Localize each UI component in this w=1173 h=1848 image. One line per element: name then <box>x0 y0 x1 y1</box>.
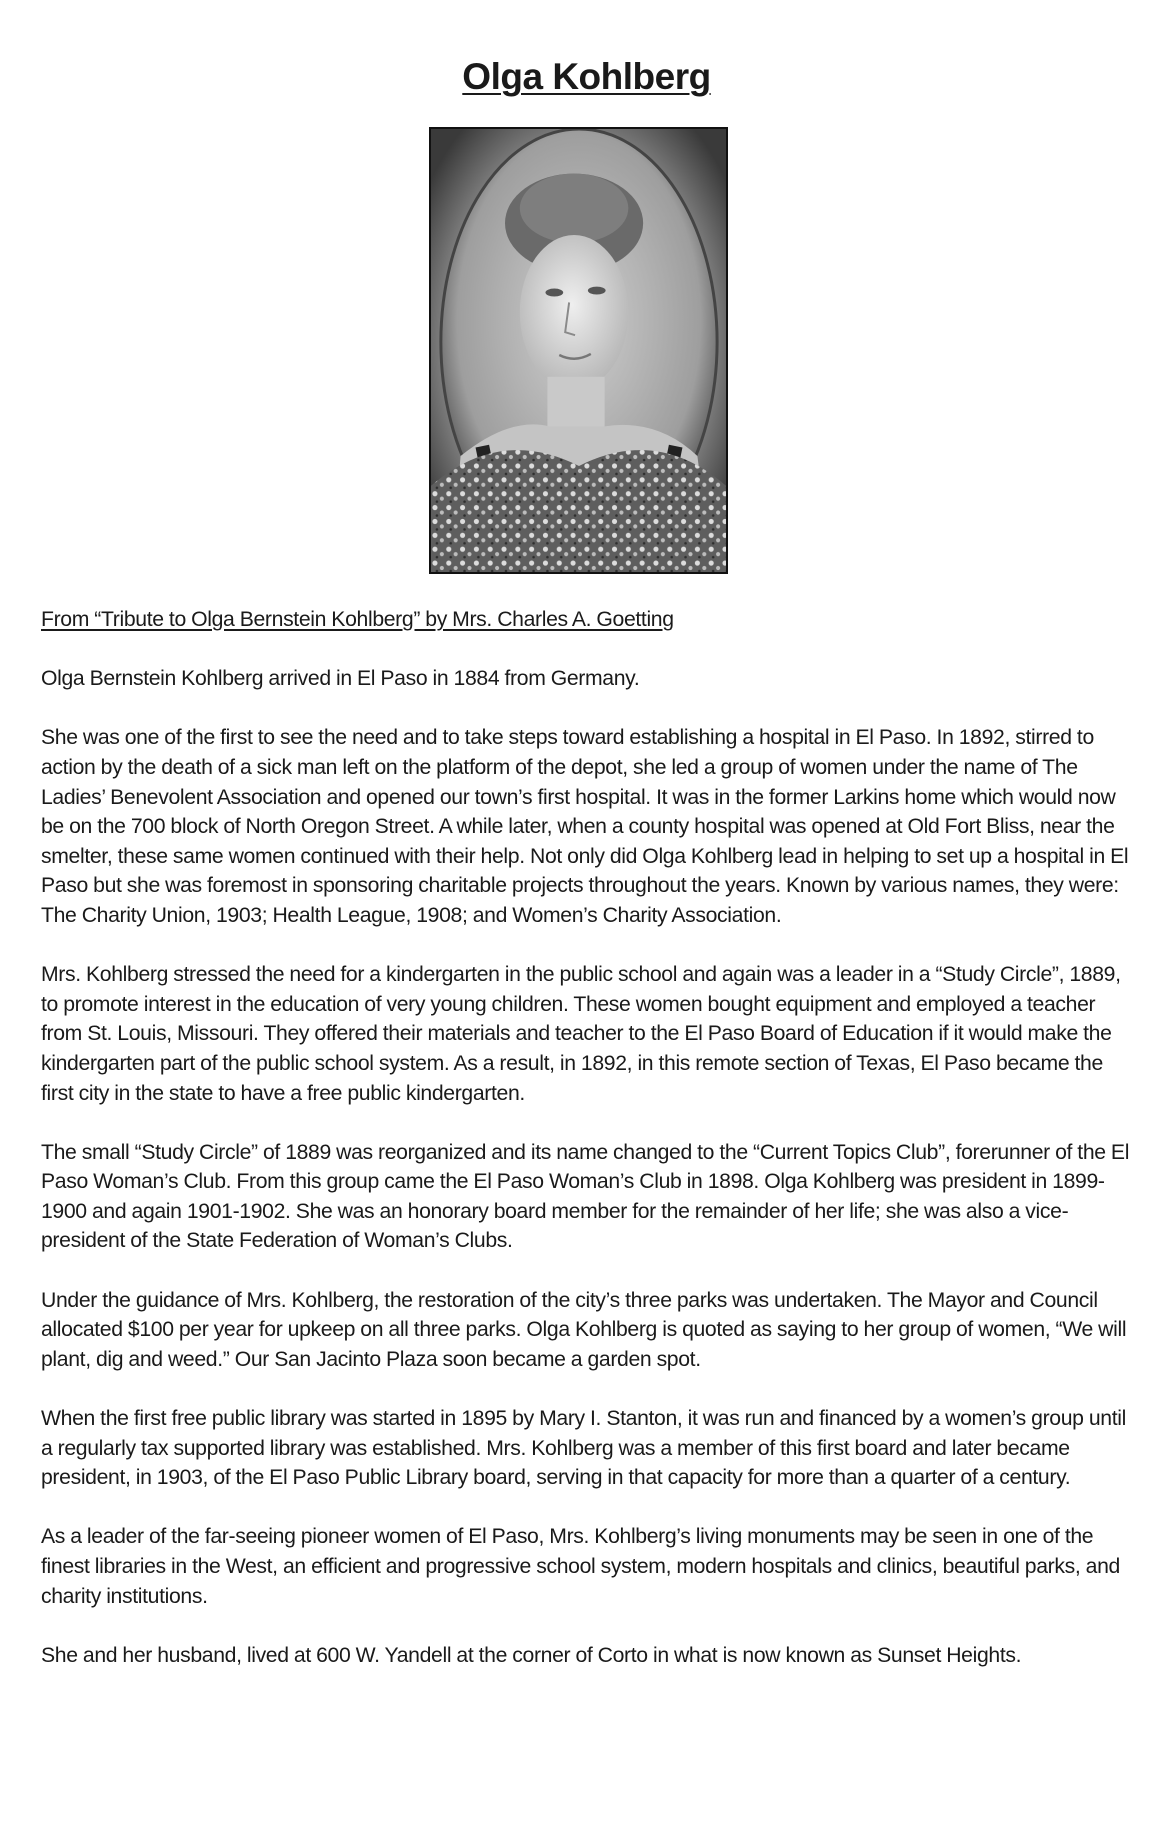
paragraph-kindergarten: Mrs. Kohlberg stressed the need for a kindergarten in the public school and again was a leader in a “Study Circle”, 1889, to promote interest in the education of very young children. These women bought equipment and employed a teacher from St. Louis, Missouri. They offered their materials and teacher to the El Paso Board of Education if it would make the kindergarten part of the public school system. As a result, in 1892, in this remote section of Texas, El Paso became the first city in the state to have a free public kindergarten. <box>41 963 1121 1105</box>
article-body <box>41 605 1136 1700</box>
paragraph-parks: Under the guidance of Mrs. Kohlberg, the restoration of the city’s three parks was undertaken. The Mayor and Council allocated $100 per year for upkeep on all three parks. Olga Kohlberg is quoted as saying to her group of women, “We will plant, dig and weed.” Our San Jacinto Plaza soon became a garden spot. <box>41 1288 1127 1371</box>
page-title: Olga Kohlberg <box>462 56 711 97</box>
paragraph-arrival: Olga Bernstein Kohlberg arrived in El Paso in 1884 from Germany. <box>41 667 640 691</box>
paragraph-library: When the first free public library was started in 1895 by Mary I. Stanton, it was run and financed by a women’s group until a regularly tax supported library was established. Mrs. Kohlberg was a member of this first board and later became president, in 1903, of the El Paso Public Library board, serving in that capacity for more than a quarter of a century. <box>41 1407 1126 1490</box>
portrait-photo <box>429 127 728 574</box>
paragraph-womans-club: The small “Study Circle” of 1889 was reorganized and its name changed to the “Current Topics Club”, forerunner of the El Paso Woman’s Club. From this group came the El Paso Woman’s Club in 1898. Olga Kohlberg was president in 1899-1900 and again 1901-1902. She was an honorary board member for the remainder of her life; she was also a vice-president of the State Federation of Woman’s Clubs. <box>41 1140 1130 1253</box>
paragraph-legacy: As a leader of the far-seeing pioneer women of El Paso, Mrs. Kohlberg’s living monuments may be seen in one of the finest libraries in the West, an efficient and progressive school system, modern hospitals and clinics, beautiful parks, and charity institutions. <box>41 1525 1120 1608</box>
source-citation: From “Tribute to Olga Bernstein Kohlberg” by Mrs. Charles A. Goetting <box>41 608 674 631</box>
paragraph-residence: She and her husband, lived at 600 W. Yandell at the corner of Corto in what is now known as Sunset Heights. <box>41 1643 1022 1667</box>
paragraph-hospital: She was one of the first to see the need and to take steps toward establishing a hospital in El Paso. In 1892, stirred to action by the death of a sick man left on the platform of the depot, she led a group of women under the name of The Ladies’ Benevolent Association and opened our town’s first hospital. It was in the former Larkins home which would now be on the 700 block of North Oregon Street. A while later, when a county hospital was opened at Old Fort Bliss, near the smelter, these same women continued with their help. Not only did Olga Kohlberg lead in helping to set up a hospital in El Paso but she was foremost in sponsoring charitable projects throughout the years. Known by various names, they were: The Charity Union, 1903; Health League, 1908; and Women’s Charity Association. <box>41 726 1129 927</box>
